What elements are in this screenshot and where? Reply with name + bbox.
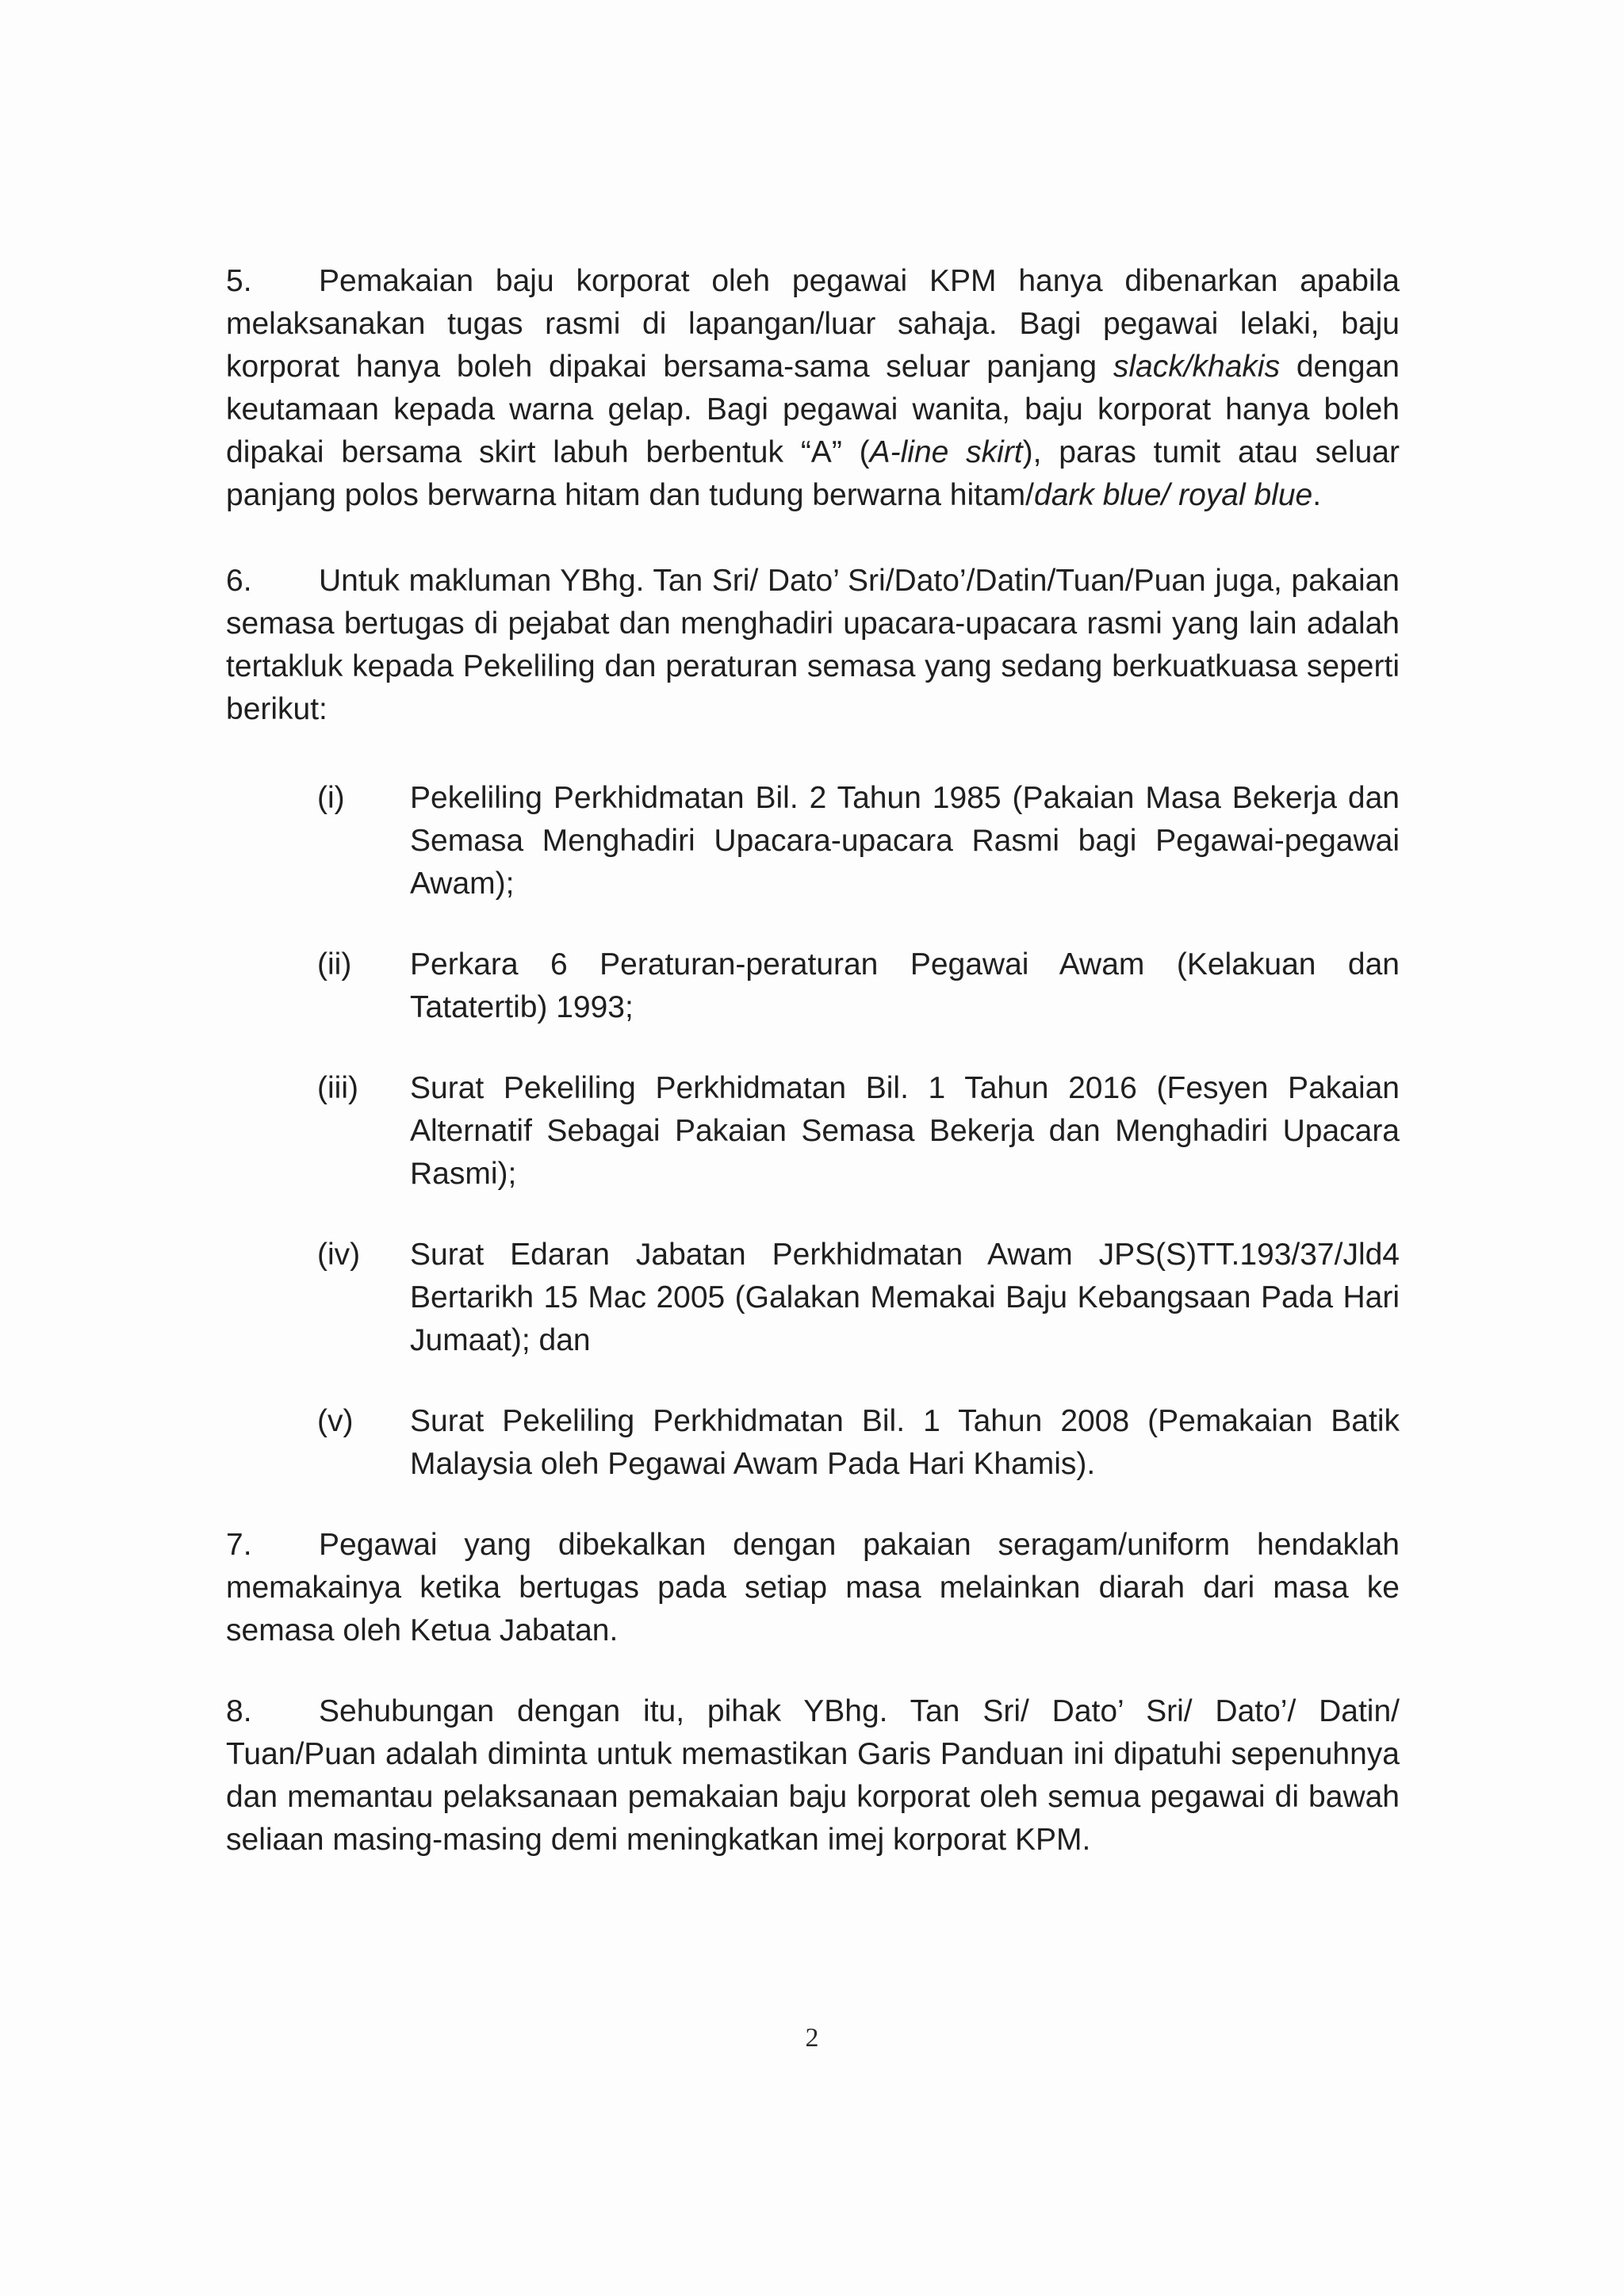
list-item-text: Pekeliling Perkhidmatan Bil. 2 Tahun 1985 (Pakaian Masa Bekerja dan Semasa Menghadiri Upacara-upacara Rasmi bagi Pegawai-pegawai Awam); [410, 781, 1400, 901]
list-item-text: Surat Pekeliling Perkhidmatan Bil. 1 Tahun 2016 (Fesyen Pakaian Alternatif Sebagai Pakaian Semasa Bekerja dan Menghadiri Upacara Rasmi); [410, 1071, 1400, 1191]
paragraph-5 [226, 260, 1400, 517]
italic-term: A-line skirt [869, 435, 1023, 469]
list-item-text: Surat Pekeliling Perkhidmatan Bil. 1 Tahun 2008 (Pemakaian Batik Malaysia oleh Pegawai Awam Pada Hari Khamis). [410, 1404, 1400, 1481]
list-item [226, 1234, 1400, 1362]
page-number: 2 [805, 2023, 819, 2053]
list-item [226, 1067, 1400, 1196]
paragraph-8 [226, 1690, 1400, 1862]
regulation-list [226, 777, 1400, 1486]
list-item-label: (iv) [317, 1238, 361, 1272]
list-item-label: (iii) [317, 1071, 358, 1105]
spacer [226, 517, 1400, 560]
paragraph-number: 5. [226, 264, 252, 298]
italic-term: slack/khakis [1113, 350, 1281, 384]
paragraph-number: 6. [226, 564, 252, 598]
list-item-label: (v) [317, 1404, 354, 1438]
paragraph-6-text: Untuk makluman YBhg. Tan Sri/ Dato’ Sri/Dato’/Datin/Tuan/Puan juga, pakaian semasa bertugas di pejabat dan menghadiri upacara-upacara rasmi yang lain adalah tertakluk kepada Pekeliling dan peraturan semasa yang sedang berkuatkuasa seperti berikut: [226, 564, 1400, 726]
paragraph-7-text: Pegawai yang dibekalkan dengan pakaian seragam/uniform hendaklah memakainya ketika bertugas pada setiap masa melainkan diarah dari masa ke semasa oleh Ketua Jabatan. [226, 1528, 1400, 1647]
paragraph-number: 8. [226, 1694, 252, 1728]
list-item [226, 1400, 1400, 1486]
spacer [226, 1486, 1400, 1524]
spacer [226, 1652, 1400, 1690]
list-item [226, 777, 1400, 905]
paragraph-5-text: Pemakaian baju korporat oleh pegawai KPM hanya dibenarkan apabila melaksanakan tugas rasmi di lapangan/luar sahaja. Bagi pegawai lelaki, baju korporat hanya boleh dipakai bersama-sama seluar panjang slack/khakis dengan keutamaan kepada warna gelap. Bagi pegawai wanita, baju korporat hanya boleh dipakai bersama skirt labuh berbentuk “A” (A-line skirt), paras tumit atau seluar panjang polos berwarna hitam dan tudung berwarna hitam/dark blue/ royal blue. [226, 264, 1400, 512]
list-item-text: Surat Edaran Jabatan Perkhidmatan Awam JPS(S)TT.193/37/Jld4 Bertarikh 15 Mac 2005 (Galakan Memakai Baju Kebangsaan Pada Hari Jumaat); dan [410, 1238, 1400, 1357]
paragraph-7 [226, 1524, 1400, 1652]
paragraph-6 [226, 560, 1400, 731]
list-item-label: (i) [317, 781, 345, 815]
list-item-text: Perkara 6 Peraturan-peraturan Pegawai Awam (Kelakuan dan Tatatertib) 1993; [410, 947, 1400, 1024]
paragraph-8-text: Sehubungan dengan itu, pihak YBhg. Tan Sri/ Dato’ Sri/ Dato’/ Datin/ Tuan/Puan adalah diminta untuk memastikan Garis Panduan ini dipatuhi sepenuhnya dan memantau pelaksanaan pemakaian baju korporat oleh semua pegawai di bawah seliaan masing-masing demi meningkatkan imej korporat KPM. [226, 1694, 1400, 1857]
list-item-label: (ii) [317, 947, 352, 982]
document-body [226, 260, 1400, 1862]
italic-term: dark blue/ royal blue [1034, 478, 1313, 512]
list-item [226, 943, 1400, 1029]
paragraph-number: 7. [226, 1528, 252, 1562]
